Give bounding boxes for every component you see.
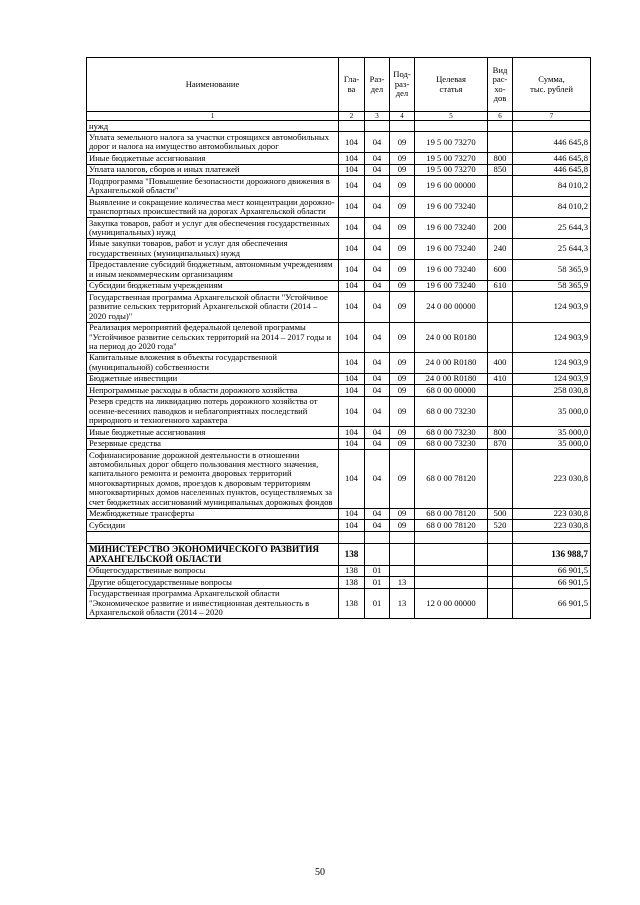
row-chapter: 104 [339, 132, 365, 153]
row-name: Иные бюджетные ассигнования [87, 427, 339, 438]
row-section: 04 [365, 259, 390, 280]
table-row [87, 450, 591, 509]
row-subsection: 09 [390, 373, 415, 384]
table-body [87, 121, 591, 532]
row-subsection: 09 [390, 438, 415, 449]
row-subsection [390, 565, 415, 576]
row-target-article: 19 6 00 00000 [415, 176, 488, 197]
row-section: 04 [365, 427, 390, 438]
row-sum: 58 365,9 [513, 280, 591, 291]
row-sum: 223 030,8 [513, 450, 591, 509]
row-name: Государственная программа Архангельской области "Экономическое развитие и инвестиционная деятельность в Архангельской области (2014 – 2020 [87, 588, 339, 618]
column-number: 3 [365, 112, 390, 121]
row-target-article: 19 6 00 73240 [415, 280, 488, 291]
row-target-article: 24 0 00 00000 [415, 292, 488, 322]
row-expense-type [488, 577, 513, 588]
row-section: 04 [365, 352, 390, 373]
row-expense-type [488, 385, 513, 396]
row-subsection: 09 [390, 259, 415, 280]
row-name: Подпрограмма "Повышение безопасности дорожного движения в Архангельской области" [87, 176, 339, 197]
row-target-article: 24 0 00 R0180 [415, 352, 488, 373]
row-section: 04 [365, 238, 390, 259]
row-name: Субсидии [87, 520, 339, 531]
row-target-article: 68 0 00 73230 [415, 427, 488, 438]
row-target-article: 12 0 00 00000 [415, 588, 488, 618]
row-section: 04 [365, 153, 390, 164]
row-subsection [390, 121, 415, 132]
row-section: 04 [365, 520, 390, 531]
row-name: Межбюджетные трансферты [87, 508, 339, 519]
row-chapter: 104 [339, 508, 365, 519]
row-section: 04 [365, 450, 390, 509]
header-chapter: Гла- ва [339, 58, 365, 112]
row-name: Государственная программа Архангельской области "Устойчивое развитие сельских территорий Архангельской области (2014 – 2020 годы)" [87, 292, 339, 322]
row-name: Предоставление субсидий бюджетным, автономным учреждениям и иным некоммерческим организациям [87, 259, 339, 280]
row-name: Иные закупки товаров, работ и услуг для обеспечения государственных (муниципальных) нужд [87, 238, 339, 259]
column-number: 7 [513, 112, 591, 121]
row-subsection: 09 [390, 352, 415, 373]
row-name: Софинансирование дорожной деятельности в отношении автомобильных дорог общего пользования местного значения, капитального ремонта и ремонта дворовых территорий многоквартирных домов, проездов к дворовым территориям многоквартирных домов населенных пунктов, осуществляемых за счет бюджетных ассигнований муниципальных дорожных фондов [87, 450, 339, 509]
row-section: 04 [365, 197, 390, 218]
row-target-article: 19 6 00 73240 [415, 259, 488, 280]
row-target-article: 19 5 00 73270 [415, 164, 488, 175]
column-number: 5 [415, 112, 488, 121]
row-expense-type: 520 [488, 520, 513, 531]
table-row [87, 280, 591, 291]
row-name: Резерв средств на ликвидацию потерь дорожного хозяйства от осенне-весенних паводков и неблагоприятных последствий природного и техногенного характера [87, 396, 339, 426]
row-chapter: 104 [339, 197, 365, 218]
row-name: Субсидии бюджетным учреждениям [87, 280, 339, 291]
row-sum [513, 121, 591, 132]
row-expense-type [488, 176, 513, 197]
row-target-article: 19 5 00 73270 [415, 132, 488, 153]
row-expense-type: 800 [488, 153, 513, 164]
row-section: 01 [365, 565, 390, 576]
row-subsection: 09 [390, 176, 415, 197]
row-subsection: 09 [390, 427, 415, 438]
row-expense-type [488, 132, 513, 153]
row-chapter [339, 121, 365, 132]
row-subsection: 09 [390, 385, 415, 396]
row-section: 04 [365, 508, 390, 519]
header-expense-type: Вид рас- хо- дов [488, 58, 513, 112]
row-sum: 446 645,8 [513, 153, 591, 164]
row-sum: 58 365,9 [513, 259, 591, 280]
row-target-article [415, 565, 488, 576]
row-section: 04 [365, 218, 390, 239]
row-target-article: 68 0 00 78120 [415, 508, 488, 519]
row-chapter: 104 [339, 427, 365, 438]
row-name: Реализация мероприятий федеральной целевой программы "Устойчивое развитие сельских территорий на 2014 – 2017 годы и на период до 2020 года" [87, 322, 339, 352]
table-spacer-row [87, 531, 591, 543]
row-expense-type [488, 396, 513, 426]
row-subsection: 09 [390, 164, 415, 175]
row-name: Выявление и сокращение количества мест концентрации дорожно-транспортных происшествий на дорогах Архангельской области [87, 197, 339, 218]
row-expense-type: 500 [488, 508, 513, 519]
row-target-article: 19 6 00 73240 [415, 238, 488, 259]
row-subsection: 09 [390, 292, 415, 322]
row-section: 01 [365, 577, 390, 588]
row-subsection: 09 [390, 450, 415, 509]
row-subsection: 09 [390, 132, 415, 153]
row-target-article: 68 0 00 00000 [415, 385, 488, 396]
row-sum: 124 903,9 [513, 322, 591, 352]
row-target-article: 24 0 00 R0180 [415, 373, 488, 384]
row-sum: 66 901,5 [513, 577, 591, 588]
row-chapter: 104 [339, 352, 365, 373]
row-section: 04 [365, 292, 390, 322]
row-subsection: 09 [390, 508, 415, 519]
row-target-article: 19 5 00 73270 [415, 153, 488, 164]
header-name: Наименование [87, 58, 339, 112]
row-sum: 223 030,8 [513, 508, 591, 519]
row-sum: 66 901,5 [513, 565, 591, 576]
row-chapter: 104 [339, 385, 365, 396]
row-sum: 446 645,8 [513, 164, 591, 175]
table-row [87, 352, 591, 373]
row-target-article [415, 577, 488, 588]
row-chapter: 104 [339, 450, 365, 509]
row-chapter: 104 [339, 238, 365, 259]
ministry-name: МИНИСТЕРСТВО ЭКОНОМИЧЕСКОГО РАЗВИТИЯ АРХАНГЕЛЬСКОЙ ОБЛАСТИ [87, 543, 339, 565]
column-number: 6 [488, 112, 513, 121]
row-expense-type: 400 [488, 352, 513, 373]
table-row [87, 197, 591, 218]
row-expense-type [488, 450, 513, 509]
row-expense-type: 800 [488, 427, 513, 438]
row-target-article: 68 0 00 73230 [415, 438, 488, 449]
row-section: 04 [365, 132, 390, 153]
row-sum: 35 000,0 [513, 438, 591, 449]
row-subsection: 13 [390, 588, 415, 618]
row-chapter: 104 [339, 373, 365, 384]
row-chapter: 104 [339, 176, 365, 197]
row-chapter: 104 [339, 322, 365, 352]
table-row [87, 153, 591, 164]
column-number: 2 [339, 112, 365, 121]
table-row [87, 565, 591, 576]
row-subsection: 13 [390, 577, 415, 588]
row-chapter: 104 [339, 396, 365, 426]
row-chapter: 138 [339, 577, 365, 588]
row-section: 04 [365, 176, 390, 197]
row-expense-type: 850 [488, 164, 513, 175]
header-subsection: Под- раз- дел [390, 58, 415, 112]
ministry-chapter: 138 [339, 543, 365, 565]
table-row [87, 292, 591, 322]
row-name: Резервные средства [87, 438, 339, 449]
row-subsection: 09 [390, 218, 415, 239]
table-row [87, 427, 591, 438]
column-number: 1 [87, 112, 339, 121]
row-sum: 35 000,0 [513, 396, 591, 426]
table-row [87, 322, 591, 352]
row-subsection: 09 [390, 197, 415, 218]
row-name: Общегосударственные вопросы [87, 565, 339, 576]
row-sum: 124 903,9 [513, 292, 591, 322]
header-target-article: Целевая статья [415, 58, 488, 112]
table-row [87, 132, 591, 153]
row-expense-type: 240 [488, 238, 513, 259]
row-sum: 223 030,8 [513, 520, 591, 531]
row-target-article [415, 121, 488, 132]
row-sum: 446 645,8 [513, 132, 591, 153]
row-chapter: 104 [339, 164, 365, 175]
row-sum: 124 903,9 [513, 373, 591, 384]
table-row [87, 259, 591, 280]
row-chapter: 104 [339, 280, 365, 291]
row-expense-type [488, 588, 513, 618]
row-target-article: 19 6 00 73240 [415, 218, 488, 239]
row-expense-type: 870 [488, 438, 513, 449]
row-target-article: 68 0 00 78120 [415, 520, 488, 531]
row-chapter: 138 [339, 565, 365, 576]
row-sum: 35 000,0 [513, 427, 591, 438]
ministry-sum: 136 988,7 [513, 543, 591, 565]
row-sum: 84 010,2 [513, 197, 591, 218]
row-subsection: 09 [390, 322, 415, 352]
column-numbers-row [87, 112, 591, 121]
table-row [87, 218, 591, 239]
row-name: Другие общегосударственные вопросы [87, 577, 339, 588]
row-name: Непрограммные расходы в области дорожного хозяйства [87, 385, 339, 396]
row-chapter: 104 [339, 218, 365, 239]
row-expense-type [488, 292, 513, 322]
row-expense-type: 610 [488, 280, 513, 291]
row-section: 04 [365, 385, 390, 396]
table-row [87, 373, 591, 384]
row-name: Бюджетные инвестиции [87, 373, 339, 384]
table-row [87, 121, 591, 132]
row-target-article: 19 6 00 73240 [415, 197, 488, 218]
table-row [87, 520, 591, 531]
row-name: Иные бюджетные ассигнования [87, 153, 339, 164]
row-chapter: 104 [339, 520, 365, 531]
row-target-article: 24 0 00 R0180 [415, 322, 488, 352]
table-row [87, 385, 591, 396]
row-expense-type: 200 [488, 218, 513, 239]
row-name: нужд [87, 121, 339, 132]
ministry-section [87, 531, 591, 565]
row-section [365, 121, 390, 132]
row-subsection: 09 [390, 280, 415, 291]
table-row [87, 508, 591, 519]
row-expense-type [488, 565, 513, 576]
row-chapter: 104 [339, 259, 365, 280]
row-name: Капитальные вложения в объекты государственной (муниципальной) собственности [87, 352, 339, 373]
row-expense-type [488, 197, 513, 218]
column-number: 4 [390, 112, 415, 121]
row-sum: 25 644,3 [513, 218, 591, 239]
row-target-article: 68 0 00 78120 [415, 450, 488, 509]
row-name: Уплата земельного налога за участки строящихся автомобильных дорог и налога на имущество автомобильных дорог [87, 132, 339, 153]
table-body-continued [87, 565, 591, 618]
row-sum: 258 030,8 [513, 385, 591, 396]
row-expense-type: 600 [488, 259, 513, 280]
row-target-article: 68 0 00 73230 [415, 396, 488, 426]
row-sum: 124 903,9 [513, 352, 591, 373]
row-chapter: 104 [339, 292, 365, 322]
row-section: 04 [365, 438, 390, 449]
table-row [87, 176, 591, 197]
row-section: 04 [365, 322, 390, 352]
table-row [87, 396, 591, 426]
row-subsection: 09 [390, 396, 415, 426]
row-section: 04 [365, 164, 390, 175]
row-expense-type [488, 322, 513, 352]
page-number: 50 [315, 867, 325, 878]
row-section: 04 [365, 396, 390, 426]
row-chapter: 104 [339, 153, 365, 164]
row-sum: 25 644,3 [513, 238, 591, 259]
row-subsection: 09 [390, 238, 415, 259]
row-chapter: 104 [339, 438, 365, 449]
table-row [87, 588, 591, 618]
row-expense-type: 410 [488, 373, 513, 384]
table-header [87, 58, 591, 121]
table-row [87, 438, 591, 449]
table-row [87, 577, 591, 588]
row-subsection: 09 [390, 153, 415, 164]
row-expense-type [488, 121, 513, 132]
header-sum: Сумма, тыс. рублей [513, 58, 591, 112]
header-section: Раз- дел [365, 58, 390, 112]
budget-expenditure-table [86, 57, 591, 619]
row-name: Уплата налогов, сборов и иных платежей [87, 164, 339, 175]
row-chapter: 138 [339, 588, 365, 618]
row-subsection: 09 [390, 520, 415, 531]
row-sum: 84 010,2 [513, 176, 591, 197]
table-row [87, 238, 591, 259]
row-name: Закупка товаров, работ и услуг для обеспечения государственных (муниципальных) нужд [87, 218, 339, 239]
row-sum: 66 901,5 [513, 588, 591, 618]
row-section: 04 [365, 373, 390, 384]
row-section: 04 [365, 280, 390, 291]
ministry-row [87, 543, 591, 565]
table-row [87, 164, 591, 175]
row-section: 01 [365, 588, 390, 618]
